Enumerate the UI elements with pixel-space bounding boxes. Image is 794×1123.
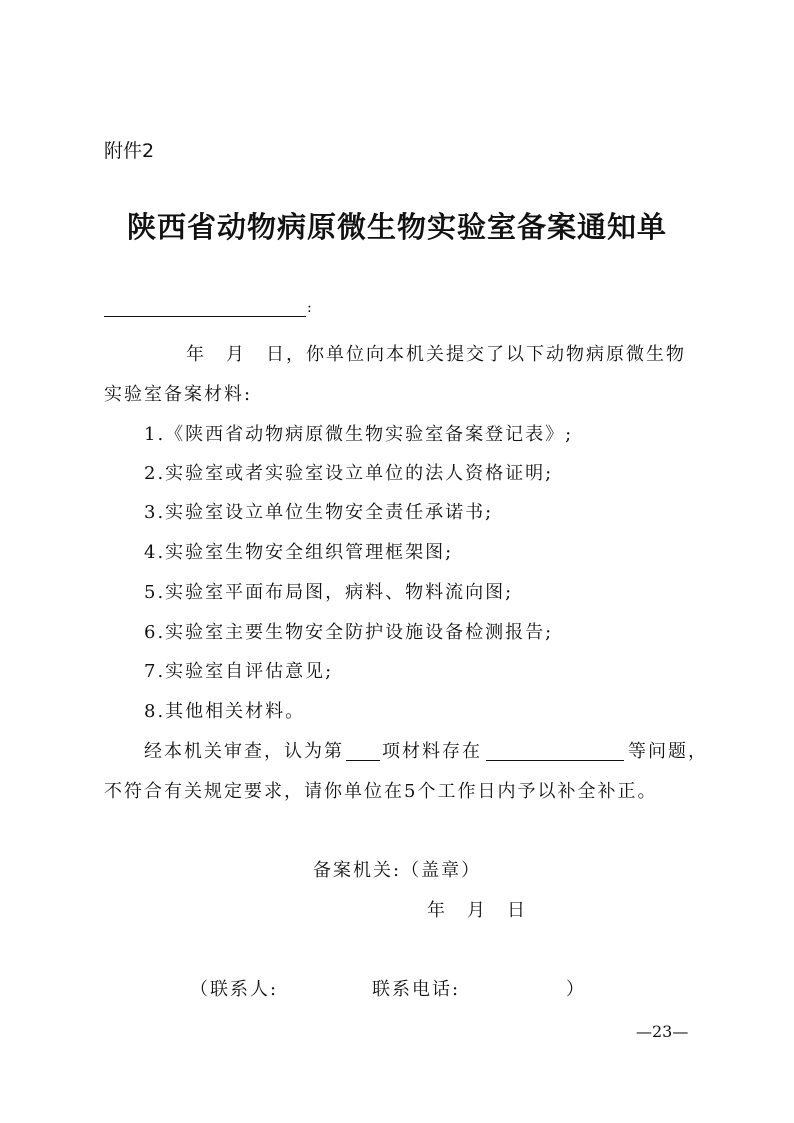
- material-item: 7.实验室自评估意见;: [144, 661, 334, 682]
- review-text-part3: 等问题，: [628, 741, 708, 762]
- addressee-colon: :: [307, 300, 312, 316]
- contact-phone-label: 联系电话:: [372, 979, 461, 1000]
- material-item: 8.其他相关材料。: [144, 701, 306, 722]
- document-title: 陕西省动物病原微生物实验室备案通知单: [126, 210, 667, 244]
- contact-person-label: （联系人:: [190, 979, 279, 1000]
- attachment-label: 附件2: [104, 140, 155, 162]
- intro-line-2: 实验室备案材料:: [104, 384, 253, 405]
- intro-line-1: 年 月 日，你单位向本机关提交了以下动物病原微生物: [186, 344, 686, 365]
- page-number: —23—: [636, 1022, 689, 1041]
- review-text-part2: 项材料存在: [382, 741, 482, 762]
- review-line-1: [144, 737, 708, 763]
- material-item: 3.实验室设立单位生物安全责任承诺书;: [144, 502, 494, 523]
- material-item: 1.《陕西省动物病原微生物实验室备案登记表》;: [144, 424, 574, 445]
- contact-close-paren: ）: [566, 979, 586, 1000]
- item-number-blank: [346, 742, 380, 761]
- review-text-part1: 经本机关审查，认为第: [144, 741, 344, 762]
- signature-date: 年 月 日: [427, 900, 527, 921]
- material-item: 5.实验室平面布局图，病料、物料流向图;: [144, 582, 514, 603]
- issue-blank: [486, 742, 624, 761]
- material-item: 6.实验室主要生物安全防护设施设备检测报告;: [144, 622, 554, 643]
- material-item: 2.实验室或者实验室设立单位的法人资格证明;: [144, 463, 554, 484]
- review-line-2: 不符合有关规定要求，请你单位在5个工作日内予以补全补正。: [104, 781, 658, 802]
- material-item: 4.实验室生物安全组织管理框架图;: [144, 542, 454, 563]
- filing-authority-seal: 备案机关:（盖章）: [313, 860, 482, 881]
- addressee-blank-line: [104, 316, 306, 317]
